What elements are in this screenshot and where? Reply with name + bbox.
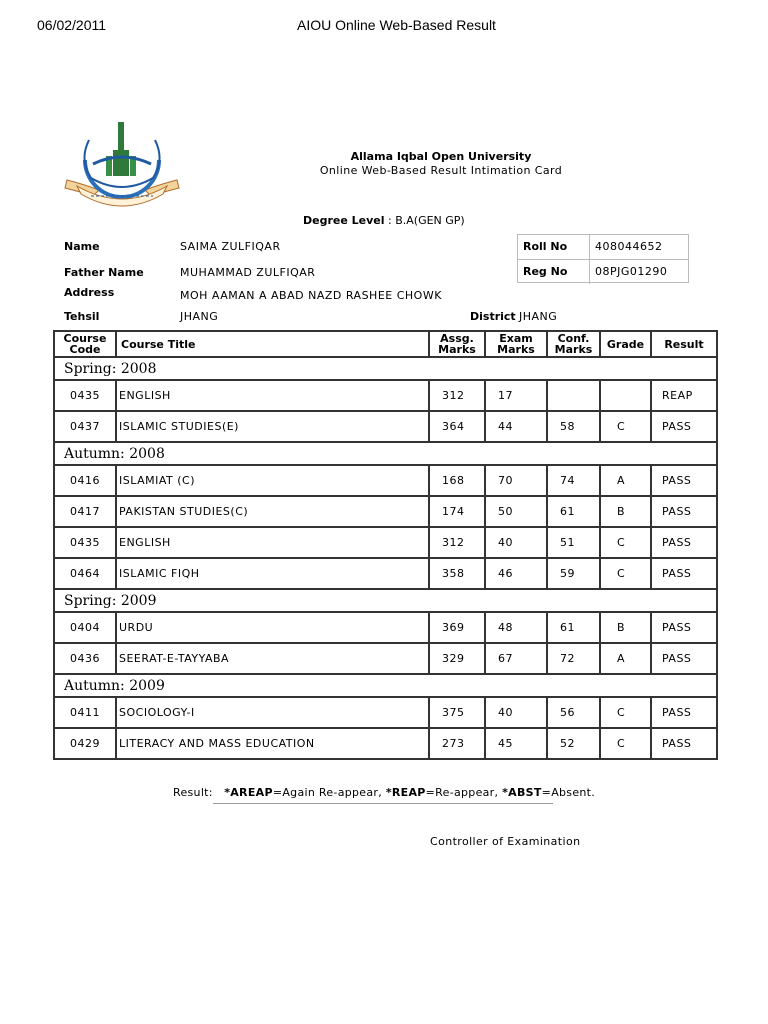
- semester-heading: Autumn: 2008: [54, 442, 717, 465]
- table-row: [54, 643, 717, 674]
- legend-reap-text: =Re-appear,: [425, 786, 503, 799]
- tehsil-value: JHANG: [180, 310, 219, 323]
- grade-cell: B: [600, 612, 651, 643]
- assg-marks-cell: 273: [429, 728, 485, 759]
- legend-abst-text: =Absent.: [541, 786, 596, 799]
- conf-header-line1: Conf.: [557, 332, 590, 345]
- course-title-cell: SOCIOLOGY-I: [116, 697, 429, 728]
- exam-marks-cell: 48: [485, 612, 547, 643]
- table-row: [54, 527, 717, 558]
- grade-cell: C: [600, 728, 651, 759]
- course-title-cell: ISLAMIC FIQH: [116, 558, 429, 589]
- semester-heading: Spring: 2008: [54, 357, 717, 380]
- course-title-cell: ISLAMIAT (C): [116, 465, 429, 496]
- result-cell: PASS: [651, 643, 717, 674]
- id-box: [517, 234, 689, 283]
- conf-marks-cell: 58: [547, 411, 600, 442]
- assg-marks-cell: 312: [429, 380, 485, 411]
- roll-label: Roll No: [518, 235, 590, 259]
- university-name: Allama Iqbal Open University: [350, 150, 532, 163]
- course-code-cell: 0435: [54, 527, 116, 558]
- course-title-cell: URDU: [116, 612, 429, 643]
- assg-header-line2: Marks: [438, 343, 476, 356]
- course-title-cell: ISLAMIC STUDIES(E): [116, 411, 429, 442]
- exam-marks-header: [485, 331, 547, 357]
- course-code-header: [54, 331, 116, 357]
- exam-marks-cell: 45: [485, 728, 547, 759]
- assg-header-line1: Assg.: [440, 332, 474, 345]
- semester-row: [54, 357, 717, 380]
- grade-cell: [600, 380, 651, 411]
- assg-marks-cell: 312: [429, 527, 485, 558]
- result-cell: PASS: [651, 411, 717, 442]
- father-name-value: MUHAMMAD ZULFIQAR: [180, 266, 316, 279]
- assg-marks-header: [429, 331, 485, 357]
- print-date: 06/02/2011: [37, 17, 107, 33]
- grade-cell: C: [600, 527, 651, 558]
- course-code-header-line2: Code: [69, 343, 101, 356]
- page-title: AIOU Online Web-Based Result: [297, 17, 496, 33]
- course-code-cell: 0435: [54, 380, 116, 411]
- conf-header-line2: Marks: [554, 343, 593, 356]
- exam-marks-cell: 70: [485, 465, 547, 496]
- legend-areap-key: *AREAP: [224, 786, 273, 799]
- grade-header: Grade: [600, 331, 651, 357]
- exam-marks-cell: 46: [485, 558, 547, 589]
- conf-marks-cell: 72: [547, 643, 600, 674]
- grade-cell: A: [600, 643, 651, 674]
- course-code-cell: 0416: [54, 465, 116, 496]
- result-table: [53, 330, 718, 760]
- conf-marks-cell: 59: [547, 558, 600, 589]
- district-label: District: [470, 310, 516, 323]
- course-code-cell: 0437: [54, 411, 116, 442]
- district-value: JHANG: [519, 310, 558, 323]
- legend-divider: [213, 803, 553, 804]
- grade-cell: C: [600, 697, 651, 728]
- name-value: SAIMA ZULFIQAR: [180, 240, 281, 253]
- assg-marks-cell: 168: [429, 465, 485, 496]
- exam-marks-cell: 17: [485, 380, 547, 411]
- course-title-cell: LITERACY AND MASS EDUCATION: [116, 728, 429, 759]
- course-title-cell: ENGLISH: [116, 527, 429, 558]
- course-code-cell: 0411: [54, 697, 116, 728]
- address-label: Address: [64, 286, 115, 299]
- result-legend: [173, 786, 595, 799]
- legend-areap-text: =Again Re-appear,: [272, 786, 386, 799]
- table-row: [54, 558, 717, 589]
- table-row: [54, 612, 717, 643]
- exam-marks-cell: 67: [485, 643, 547, 674]
- conf-marks-cell: [547, 380, 600, 411]
- table-row: [54, 496, 717, 527]
- exam-marks-cell: 50: [485, 496, 547, 527]
- course-code-cell: 0464: [54, 558, 116, 589]
- assg-marks-cell: 375: [429, 697, 485, 728]
- table-row: [54, 697, 717, 728]
- father-name-label: Father Name: [64, 266, 144, 279]
- address-value: MOH AAMAN A ABAD NAZD RASHEE CHOWK: [180, 289, 442, 302]
- course-code-cell: 0404: [54, 612, 116, 643]
- conf-marks-header: [547, 331, 600, 357]
- course-code-header-line1: Course: [63, 332, 107, 345]
- roll-row: [518, 235, 688, 259]
- reg-value: 08PJG01290: [595, 265, 668, 278]
- result-cell: PASS: [651, 527, 717, 558]
- exam-marks-cell: 40: [485, 697, 547, 728]
- course-title-cell: SEERAT-E-TAYYABA: [116, 643, 429, 674]
- conf-marks-cell: 61: [547, 612, 600, 643]
- semester-heading: Spring: 2009: [54, 589, 717, 612]
- grade-cell: C: [600, 411, 651, 442]
- tehsil-label: Tehsil: [64, 310, 100, 323]
- semester-heading: Autumn: 2009: [54, 674, 717, 697]
- course-title-cell: PAKISTAN STUDIES(C): [116, 496, 429, 527]
- course-title-cell: ENGLISH: [116, 380, 429, 411]
- assg-marks-cell: 369: [429, 612, 485, 643]
- exam-header-line2: Marks: [497, 343, 535, 356]
- legend-abst-key: *ABST: [502, 786, 542, 799]
- exam-marks-cell: 40: [485, 527, 547, 558]
- table-row: [54, 465, 717, 496]
- name-label: Name: [64, 240, 100, 253]
- degree-level-value: B.A(GEN GP): [395, 214, 465, 227]
- result-cell: PASS: [651, 465, 717, 496]
- degree-level-label: Degree Level: [303, 214, 385, 227]
- semester-row: [54, 442, 717, 465]
- assg-marks-cell: 364: [429, 411, 485, 442]
- table-header-row: [54, 331, 717, 357]
- conf-marks-cell: 61: [547, 496, 600, 527]
- controller-signature: Controller of Examination: [430, 835, 581, 848]
- reg-row: [518, 259, 688, 284]
- conf-marks-cell: 52: [547, 728, 600, 759]
- exam-header-line1: Exam: [499, 332, 533, 345]
- course-code-cell: 0436: [54, 643, 116, 674]
- result-cell: PASS: [651, 558, 717, 589]
- conf-marks-cell: 74: [547, 465, 600, 496]
- grade-cell: A: [600, 465, 651, 496]
- legend-prefix: Result:: [173, 786, 213, 799]
- result-cell: PASS: [651, 496, 717, 527]
- semester-row: [54, 674, 717, 697]
- legend-reap-key: *REAP: [385, 786, 426, 799]
- result-header: Result: [651, 331, 717, 357]
- course-code-cell: 0429: [54, 728, 116, 759]
- card-subtitle: Online Web-Based Result Intimation Card: [319, 164, 563, 177]
- degree-level: Degree Level : B.A(GEN GP): [303, 214, 465, 227]
- roll-value: 408044652: [595, 240, 663, 253]
- table-row: [54, 728, 717, 759]
- result-cell: PASS: [651, 728, 717, 759]
- conf-marks-cell: 56: [547, 697, 600, 728]
- result-cell: PASS: [651, 612, 717, 643]
- grade-cell: C: [600, 558, 651, 589]
- assg-marks-cell: 358: [429, 558, 485, 589]
- table-row: [54, 380, 717, 411]
- grade-cell: B: [600, 496, 651, 527]
- course-title-header: Course Title: [116, 331, 429, 357]
- assg-marks-cell: 329: [429, 643, 485, 674]
- result-cell: PASS: [651, 697, 717, 728]
- reg-label: Reg No: [518, 260, 590, 284]
- exam-marks-cell: 44: [485, 411, 547, 442]
- assg-marks-cell: 174: [429, 496, 485, 527]
- result-cell: REAP: [651, 380, 717, 411]
- conf-marks-cell: 51: [547, 527, 600, 558]
- semester-row: [54, 589, 717, 612]
- table-row: [54, 411, 717, 442]
- course-code-cell: 0417: [54, 496, 116, 527]
